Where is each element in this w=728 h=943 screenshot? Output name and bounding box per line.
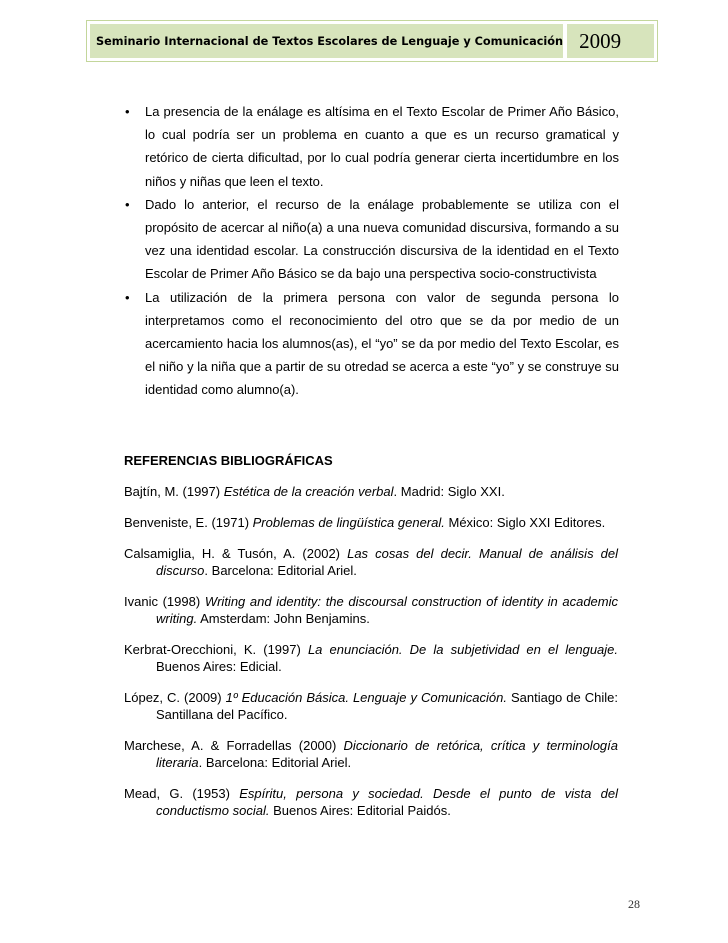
references-section xyxy=(124,452,618,833)
bullet-icon: • xyxy=(125,196,130,212)
conclusions-list xyxy=(117,100,619,402)
header-title: Seminario Internacional de Textos Escolares de Lenguaje y Comunicación xyxy=(90,24,563,58)
reference-entry: Calsamiglia, H. & Tusón, A. (2002) Las cosas del decir. Manual de análisis del discurso. Barcelona: Editorial Ariel. xyxy=(124,546,618,578)
reference-entry: Mead, G. (1953) Espíritu, persona y sociedad. Desde el punto de vista del conductismo social. Buenos Aires: Editorial Paidós. xyxy=(124,786,618,818)
references-heading: REFERENCIAS BIBLIOGRÁFICAS xyxy=(124,453,333,468)
list-item: • La utilización de la primera persona con valor de segunda persona lo interpretamos como el reconocimiento del otro que se da por medio de un acercamiento hacia los alumnos(as), el “yo” se da por medio del Texto Escolar, es el niño y la niña que a partir de su otredad se acerca a este “yo” y se construye su identidad como alumno(a). xyxy=(117,286,619,402)
reference-entry: Marchese, A. & Forradellas (2000) Diccionario de retórica, crítica y terminología literaria. Barcelona: Editorial Ariel. xyxy=(124,738,618,770)
list-item: • La presencia de la enálage es altísima en el Texto Escolar de Primer Año Básico, lo cual podría ser un problema en cuanto a que es un recurso gramatical y retórico de cierta dificultad, por lo cual podría generar cierta incertidumbre en los niños y niñas que leen el texto. xyxy=(117,100,619,193)
reference-entry: Bajtín, M. (1997) Estética de la creación verbal. Madrid: Siglo XXI. xyxy=(124,484,505,499)
bullet-icon: • xyxy=(125,104,130,119)
reference-entry: Ivanic (1998) Writing and identity: the discoursal construction of identity in academic writing. Amsterdam: John Benjamins. xyxy=(124,594,619,626)
running-header xyxy=(86,20,658,62)
list-item: • Dado lo anterior, el recurso de la enálage probablemente se utiliza con el propósito de acercar al niño(a) a una nueva comunidad discursiva, formando a su vez una identidad escolar. La construcción discursiva de la identidad en el Texto Escolar de Primer Año Básico se da bajo una perspectiva socio-constructivista xyxy=(117,193,619,286)
reference-entry: López, C. (2009) 1º Educación Básica. Lenguaje y Comunicación. Santiago de Chile: Santillana del Pacífico. xyxy=(124,690,618,722)
header-year: 2009 xyxy=(567,24,654,58)
reference-entry: Benveniste, E. (1971) Problemas de lingüística general. México: Siglo XXI Editores. xyxy=(124,515,606,530)
bullet-icon: • xyxy=(125,289,130,305)
page-number: 28 xyxy=(628,897,640,911)
reference-entry: Kerbrat-Orecchioni, K. (1997) La enunciación. De la subjetividad en el lenguaje. Buenos Aires: Edicial. xyxy=(124,642,619,674)
